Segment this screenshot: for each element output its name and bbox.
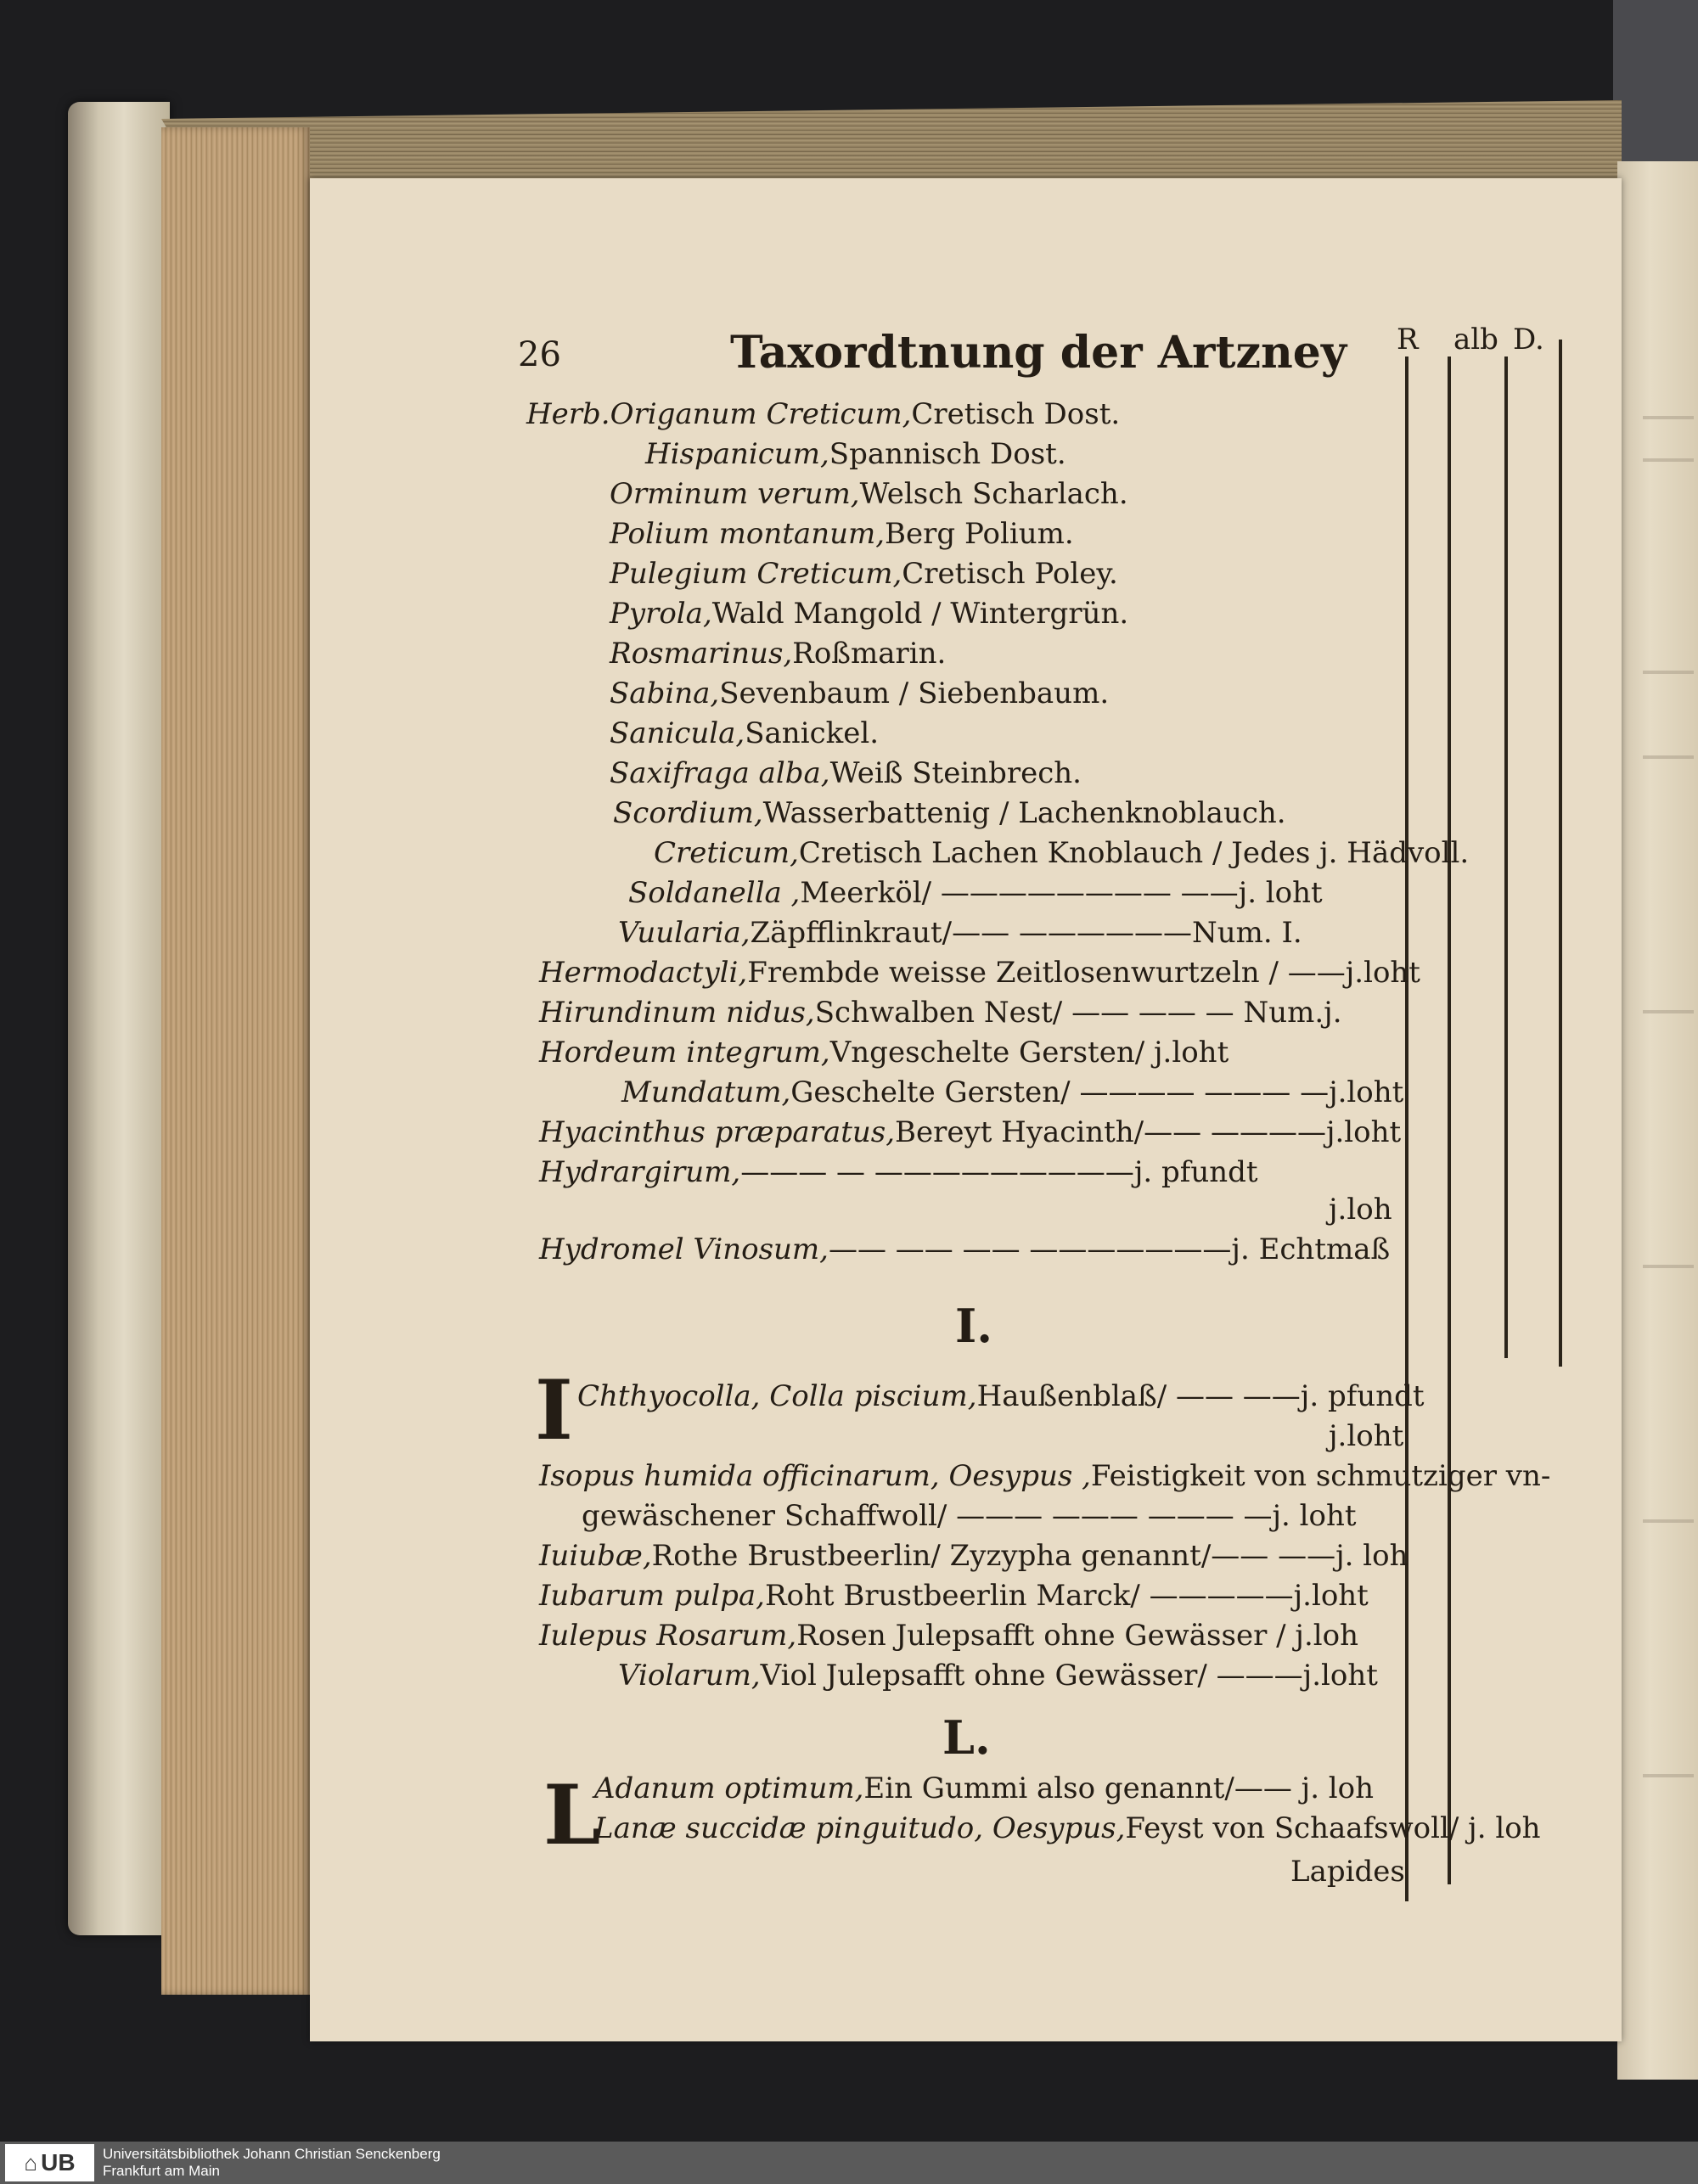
book-spine <box>68 102 170 1935</box>
entry-line: Sabina,Sevenbaum / Siebenbaum. <box>610 677 1110 710</box>
section-heading-l: L. <box>942 1710 991 1765</box>
entry-line: Pulegium Creticum,Cretisch Poley. <box>610 557 1118 591</box>
catchword: Lapides <box>1290 1855 1405 1889</box>
entry-line: Vuularia,Zäpfflinkraut/—— ——————Num. I. <box>618 916 1302 950</box>
entry-line: Iulepus Rosarum,Rosen Julepsafft ohne Gewässer / j.loh <box>539 1619 1358 1653</box>
page-number: 26 <box>518 335 561 374</box>
entry-line: Polium montanum,Berg Polium. <box>610 517 1074 551</box>
entry-line: j.loht <box>1329 1419 1404 1453</box>
entry-line: Herb.Origanum Creticum,Cretisch Dost. <box>526 397 1121 431</box>
column-rule <box>1559 340 1562 1367</box>
column-rule <box>1448 357 1451 1884</box>
entry-line: gewäschener Schaffwoll/ ——— ——— ——— —j. loht <box>582 1499 1357 1533</box>
library-footer <box>0 2142 1698 2184</box>
entry-line: Chthyocolla, Colla piscium,Haußenblaß/ —— ——j. pfundt <box>577 1379 1425 1413</box>
library-logo: ⌂ UB <box>5 2144 94 2181</box>
entry-line: Hydromel Vinosum,—— —— —— ———————j. Echtmaß <box>539 1232 1391 1266</box>
column-head-d: D. <box>1513 323 1544 357</box>
entry-line: Hermodactyli,Frembde weisse Zeitlosenwurtzeln / ——j.loht <box>539 956 1420 990</box>
dropcap-i: I <box>535 1362 573 1458</box>
entry-line: Rosmarinus,Roßmarin. <box>610 637 947 671</box>
column-rule <box>1504 357 1508 1358</box>
section-heading-i: I. <box>955 1299 993 1353</box>
entry-line: Hyacinthus præparatus,Bereyt Hyacinth/—— ————j.loht <box>539 1115 1402 1149</box>
entry-line: Saxifraga alba,Weiß Steinbrech. <box>610 756 1082 790</box>
entry-line: Adanum optimum,Ein Gummi also genannt/—— j. loh <box>594 1771 1375 1805</box>
entry-line: Orminum verum,Welsch Scharlach. <box>610 477 1128 511</box>
facing-page-edge <box>1617 161 1698 2080</box>
entry-line: Soldanella ,Meerköl/ ———————— ——j. loht <box>628 876 1323 910</box>
entry-line: Iubarum pulpa,Roht Brustbeerlin Marck/ —————j.loht <box>539 1579 1369 1613</box>
entry-line: Mundatum,Geschelte Gersten/ ———— ——— —j.loht <box>621 1075 1404 1109</box>
entry-line: Sanicula,Sanickel. <box>610 716 880 750</box>
entry-line: Hirundinum nidus,Schwalben Nest/ —— —— — Num.j. <box>539 996 1342 1030</box>
entry-line: Scordium,Wasserbattenig / Lachenknoblauch. <box>613 796 1286 830</box>
entry-line: Iuiubæ,Rothe Brustbeerlin/ Zyzypha genannt/—— ——j. loh <box>539 1539 1408 1573</box>
entry-line: j.loh <box>1329 1193 1392 1227</box>
column-head-alb: alb <box>1453 323 1498 357</box>
page-stack-left <box>161 127 310 1995</box>
entry-line: Hordeum integrum,Vngeschelte Gersten/ j.loht <box>539 1036 1229 1070</box>
column-head-r: R <box>1397 323 1419 357</box>
dropcap-l: L <box>543 1767 601 1863</box>
entry-line: Isopus humida officinarum, Oesypus ,Feistigkeit von schmutziger vn- <box>539 1459 1551 1493</box>
entry-line: Pyrola,Wald Mangold / Wintergrün. <box>610 597 1129 631</box>
running-head: Taxordtnung der Artzney <box>730 327 1347 379</box>
library-credit: Universitätsbibliothek Johann Christian Senckenberg Frankfurt am Main <box>103 2146 441 2179</box>
entry-line: Creticum,Cretisch Lachen Knoblauch / Jedes j. Hädvoll. <box>654 836 1470 870</box>
entry-line: Violarum,Viol Julepsafft ohne Gewässer/ ———j.loht <box>618 1659 1378 1693</box>
entry-line: Hispanicum,Spannisch Dost. <box>645 437 1066 471</box>
column-rule <box>1405 357 1408 1901</box>
entry-line: Lanæ succidæ pinguitudo, Oesypus,Feyst von Schaafswoll/ j. loh <box>594 1811 1541 1845</box>
entry-line: Hydrargirum,——— — —————————j. pfundt <box>539 1155 1258 1189</box>
building-icon: ⌂ <box>24 2149 38 2176</box>
